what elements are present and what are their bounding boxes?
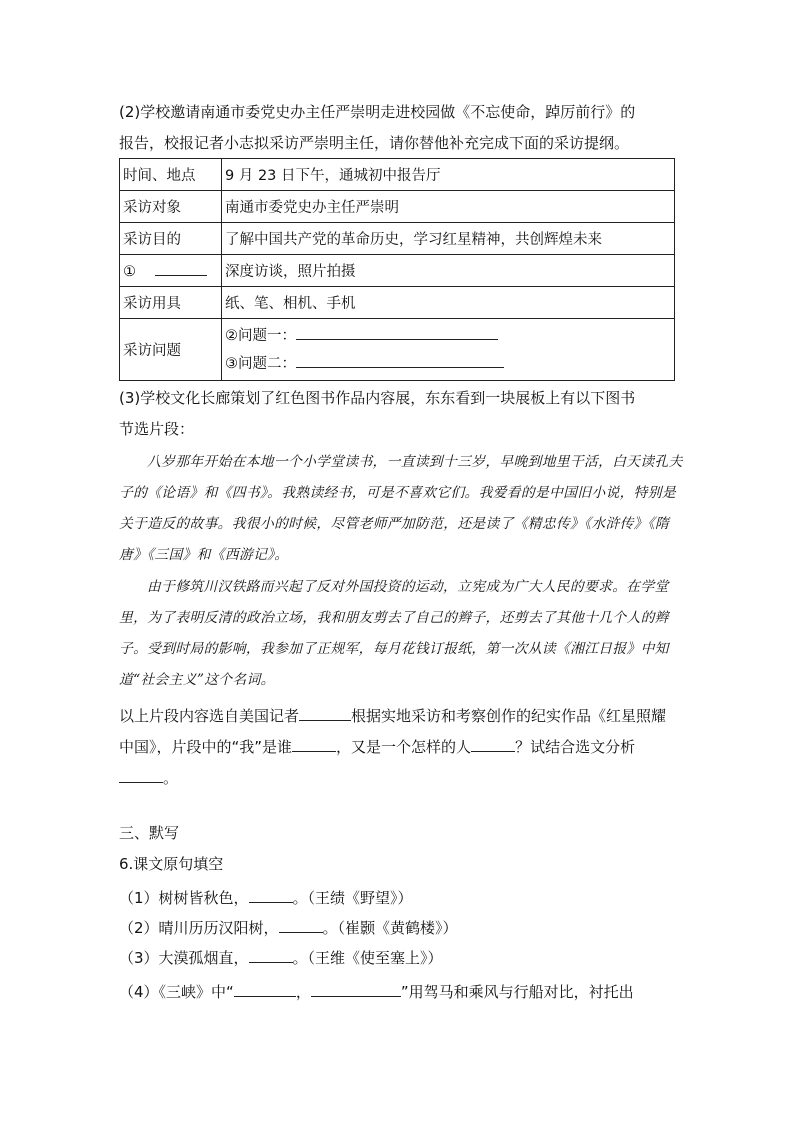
prompt-text: ？试结合选文分析 xyxy=(515,738,636,756)
question-3-line-1: (3)学校文化长廊策划了红色图书作品内容展，东东看到一块展板上有以下图书 xyxy=(119,389,636,407)
row-value: 9 月 23 日下午，通城初中报告厅 xyxy=(222,159,675,191)
row-label-blank[interactable] xyxy=(120,255,222,287)
table-row xyxy=(120,255,675,287)
table-row xyxy=(120,191,675,223)
fill-suffix: 。（王维《使至塞上》） xyxy=(292,949,443,967)
excerpt-paragraph-2: 由于修筑川汉铁路而兴起了反对外国投资的运动，立宪成为广大人民的要求。在学堂里，为了表明反清的政治立场，我和朋友剪去了自己的辫子，还剪去了其他十几个人的辫子。受到时局的影响，我参加了正规军，每月花钱订报纸，第一次从读《湘江日报》中知道“社会主义”这个名词。 xyxy=(119,579,669,688)
question-one-label: ②问题一： xyxy=(225,327,296,344)
table-row xyxy=(120,223,675,255)
fill-prefix: （1）树树皆秋色， xyxy=(119,889,249,907)
question-2-line-2: 报告，校报记者小志拟采访严崇明主任，请你替他补充完成下面的采访提纲。 xyxy=(119,134,630,152)
row-label-marker: ① xyxy=(123,264,136,280)
question-3-prompt xyxy=(119,701,679,794)
answer-blank[interactable] xyxy=(292,737,336,752)
answer-blank[interactable] xyxy=(249,948,293,963)
row-value: 了解中国共产党的革命历史，学习红星精神，共创辉煌未来 xyxy=(222,223,675,255)
table-row xyxy=(120,159,675,191)
fill-prefix: （3）大漠孤烟直， xyxy=(119,949,249,967)
fill-suffix: 。（崔颢《黄鹤楼》） xyxy=(322,919,458,937)
row-label: 时间、地点 xyxy=(120,159,222,191)
answer-blank[interactable] xyxy=(249,888,293,903)
answer-blank[interactable] xyxy=(119,768,163,783)
interview-outline-table xyxy=(119,158,675,381)
answer-blank[interactable] xyxy=(234,982,296,997)
answer-blank[interactable] xyxy=(279,918,323,933)
row-label: 采访用具 xyxy=(120,287,222,319)
answer-blank[interactable] xyxy=(311,982,401,997)
answer-blank[interactable] xyxy=(296,353,504,368)
question-2-line-1: (2)学校邀请南通市委党史办主任严崇明走进校园做《不忘使命，踔厉前行》的 xyxy=(119,103,636,121)
answer-blank[interactable] xyxy=(299,706,351,721)
fill-item xyxy=(119,883,679,913)
row-label: 采访问题 xyxy=(120,319,222,381)
prompt-text: ，又是一个怎样的人 xyxy=(336,738,472,756)
table-row xyxy=(120,319,675,381)
excerpt-paragraph-1: 八岁那年开始在本地一个小学堂读书，一直读到十三岁，早晚到地里干活，白天读孔夫子的《论语》和《四书》。我熟读经书，可是不喜欢它们。我爱看的是中国旧小说，特别是关于造反的故事。我很小的时候，尽管老师严加防范，还是读了《精忠传》《水浒传》《隋唐》《三国》和《西游记》。 xyxy=(119,454,683,563)
prompt-text: 。 xyxy=(163,769,179,787)
fill-item xyxy=(119,943,679,973)
fill-item xyxy=(119,913,679,943)
fill-prefix: （4）《三峡》中“ xyxy=(119,983,234,1001)
answer-blank[interactable] xyxy=(471,737,515,752)
question-3-line-2: 节选片段： xyxy=(119,420,195,438)
row-value: 纸、笔、相机、手机 xyxy=(222,287,675,319)
fill-separator: ， xyxy=(295,983,311,1001)
question-two-label: ③问题二： xyxy=(225,355,296,372)
row-label: 采访对象 xyxy=(120,191,222,223)
row-value: 南通市委党史办主任严崇明 xyxy=(222,191,675,223)
question-3 xyxy=(119,383,679,445)
prompt-text: 根据实地采访和考察创作的纪实作品《红星照耀中国》，片段中的“我”是谁 xyxy=(119,707,667,756)
row-value-questions xyxy=(222,319,675,381)
question-6-title: 6.课文原句填空 xyxy=(119,855,224,873)
prompt-text: 以上片段内容选自美国记者 xyxy=(119,707,300,725)
row-label: 采访目的 xyxy=(120,223,222,255)
row-value: 深度访谈，照片拍摄 xyxy=(222,255,675,287)
fill-prefix: （2）晴川历历汉阳树， xyxy=(119,919,279,937)
answer-blank[interactable] xyxy=(296,325,498,340)
answer-blank[interactable] xyxy=(155,261,207,276)
fill-suffix: 。（王绩《野望》） xyxy=(292,889,413,907)
fill-suffix: ”用驾马和乘风与行船对比，衬托出 xyxy=(400,983,634,1001)
question-2 xyxy=(119,97,679,159)
section-heading: 三、默写 xyxy=(119,824,180,842)
fill-item xyxy=(119,977,679,1007)
table-row xyxy=(120,287,675,319)
